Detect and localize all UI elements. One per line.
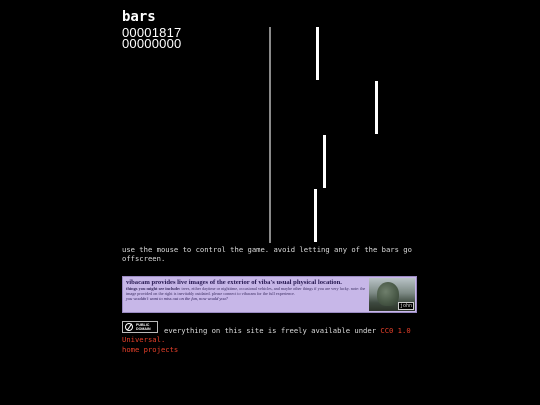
game-title: bars [122, 9, 156, 25]
cc0-link[interactable]: CC0 1.0 [380, 326, 411, 335]
badge-text [136, 323, 151, 331]
license-prefix: everything on this site is freely available under [164, 326, 377, 335]
home-link-row [122, 345, 178, 354]
license-link-continuation [122, 335, 165, 344]
bar-3[interactable] [323, 135, 326, 188]
banner-description [126, 286, 370, 296]
banner-headline: vibacam provides live images of the exterior of viba's usual physical location. [126, 279, 342, 286]
vibacam-photo [369, 278, 415, 311]
cc0-universal-link[interactable]: Universal [122, 335, 161, 344]
secondary-counter: 00000000 [122, 36, 182, 51]
center-divider [269, 27, 271, 243]
banner-text [126, 279, 370, 301]
banner-tagline: you wouldn't want to miss out on the fun, now would you? [126, 296, 228, 301]
photo-label: john [399, 303, 412, 309]
badge-text-line-1: PUBLIC [136, 323, 150, 327]
license-text [164, 326, 411, 335]
vibacam-banner[interactable] [122, 276, 417, 313]
banner-things-list: trees, either daytime or nighttime, occasional vehicles, and maybe other things if you are very lucky. [181, 286, 350, 291]
bar-4[interactable] [314, 189, 317, 242]
tree-image [377, 282, 399, 306]
score-counter: 00001817 [122, 25, 182, 40]
banner-note: note: the image provided on the right is inevitably outdated. please connect to vibacam for the full experience. [126, 286, 366, 296]
bar-2[interactable] [375, 81, 378, 134]
badge-text-line-2: DOMAIN [136, 327, 151, 331]
license-period: . [160, 335, 166, 344]
bar-1[interactable] [316, 27, 319, 80]
instructions-text: use the mouse to control the game. avoid letting any of the bars go offscreen. [122, 245, 412, 263]
home-projects-link[interactable]: home projects [122, 345, 179, 354]
public-domain-icon [125, 323, 133, 331]
banner-things-label: things you might see include: [126, 286, 181, 291]
public-domain-badge[interactable] [122, 321, 158, 333]
